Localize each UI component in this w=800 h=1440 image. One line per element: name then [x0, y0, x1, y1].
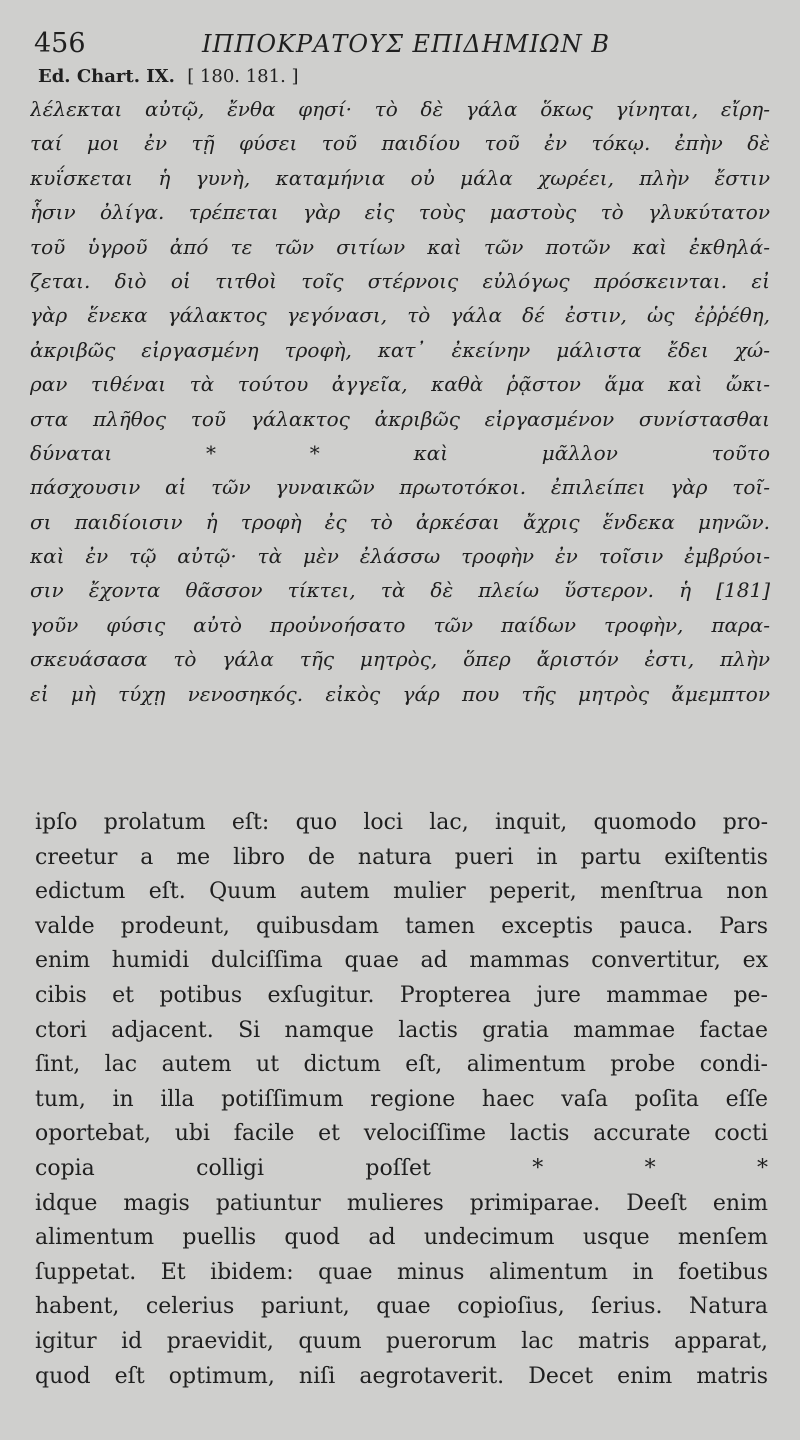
running-title: ΙΠΠΟΚΡΑΤΟΥΣ ΕΠΙΔΗΜΙΩΝ Β	[202, 30, 610, 58]
greek-line: τοῦ ὑγροῦ ἀπό τε τῶν σιτίων καὶ τῶν ποτῶν καὶ ἐκθηλά-	[30, 234, 770, 259]
greek-line: ταί μοι ἐν τῇ φύσει τοῦ παιδίου τοῦ ἐν τόκῳ. ἐπὴν δὲ	[30, 131, 770, 156]
greek-line: στα πλῆθος τοῦ γάλακτος ἀκριβῶς εἰργασμένον συνίστασθαι	[30, 406, 770, 431]
latin-line: quod eſt optimum, niſi aegrotaverit. Decet enim matris	[35, 1363, 768, 1389]
edition-page-range: [ 180. 181. ]	[187, 66, 299, 87]
latin-line: creetur a me libro de natura pueri in partu exiſtentis	[35, 844, 768, 870]
greek-line: δύναται * * καὶ μᾶλλον τοῦτο	[30, 440, 770, 465]
greek-line: γὰρ ἕνεκα γάλακτος γεγόνασι, τὸ γάλα δέ ἐστιν, ὡς ἐῤῥέθη,	[30, 303, 770, 328]
greek-line: σιν ἔχοντα θᾶσσον τίκτει, τὰ δὲ πλείω ὕστερον. ἡ [181]	[30, 578, 770, 603]
greek-line: ἧσιν ὀλίγα. τρέπεται γὰρ εἰς τοὺς μαστοὺς τὸ γλυκύτατον	[30, 200, 770, 225]
greek-line: ζεται. διὸ οἱ τιτθοὶ τοῖς στέρνοις εὐλόγως πρόσκεινται. εἰ	[30, 268, 770, 293]
greek-line: λέλεκται αὐτῷ, ἔνθα φησί· τὸ δὲ γάλα ὅκως γίνηται, εἴρη-	[30, 97, 770, 121]
latin-line: valde prodeunt, quibusdam tamen exceptis pauca. Pars	[35, 913, 768, 939]
greek-line: σι παιδίοισιν ἡ τροφὴ ἐς τὸ ἀρκέσαι ἄχρις ἕνδεκα μηνῶν.	[30, 509, 770, 534]
greek-line: κυΐσκεται ἡ γυνὴ, καταμήνια οὐ μάλα χωρέει, πλὴν ἔστιν	[30, 165, 770, 190]
latin-line: ſuppetat. Et ibidem: quae minus alimentum in foetibus	[35, 1259, 768, 1285]
page-header	[34, 28, 774, 68]
latin-line: ipſo prolatum eſt: quo loci lac, inquit, quomodo pro-	[35, 810, 768, 835]
greek-line: γοῦν φύσις αὐτὸ προὐνοήσατο τῶν παίδων τροφὴν, παρα-	[30, 612, 770, 637]
latin-line: enim humidi dulciſſima quae ad mammas convertitur, ex	[35, 948, 768, 974]
page-number: 456	[34, 28, 86, 59]
greek-line: ἀκριβῶς εἰργασμένη τροφὴ, κατ᾽ ἐκείνην μάλιστα ἔδει χώ-	[30, 337, 770, 362]
latin-line: alimentum puellis quod ad undecimum usque menſem	[35, 1225, 768, 1251]
greek-line: εἰ μὴ τύχῃ νενοσηκός. εἰκὸς γάρ που τῆς μητρὸς ἄμεμπτον	[30, 681, 770, 706]
latin-line: ſint, lac autem ut dictum eſt, alimentum probe condi-	[35, 1052, 768, 1078]
latin-line: habent, celerius pariunt, quae copioſius, ſerius. Natura	[35, 1294, 768, 1320]
latin-line: edictum eſt. Quum autem mulier peperit, menſtrua non	[35, 879, 768, 905]
latin-line: oportebat, ubi facile et velociſſime lactis accurate cocti	[35, 1121, 768, 1147]
greek-text-block	[30, 92, 770, 711]
edition-reference	[38, 66, 299, 87]
latin-text-block	[35, 806, 768, 1394]
latin-line: copia colligi poſſet * * *	[35, 1155, 768, 1181]
latin-line: ctori adjacent. Si namque lactis gratia mammae factae	[35, 1017, 768, 1043]
greek-line: πάσχουσιν αἱ τῶν γυναικῶν πρωτοτόκοι. ἐπιλείπει γὰρ τοῖ-	[30, 475, 770, 500]
latin-line: tum, in illa potiſſimum regione haec vaſa poſita eſſe	[35, 1086, 768, 1112]
greek-line: σκευάσασα τὸ γάλα τῆς μητρὸς, ὅπερ ἄριστόν ἐστι, πλὴν	[30, 647, 770, 672]
latin-line: igitur id praevidit, quum puerorum lac matris apparat,	[35, 1328, 768, 1354]
greek-line: καὶ ἐν τῷ αὐτῷ· τὰ μὲν ἐλάσσω τροφὴν ἐν τοῖσιν ἐμβρύοι-	[30, 544, 770, 569]
greek-line: ραν τιθέναι τὰ τούτου ἀγγεῖα, καθὰ ῥᾷστον ἅμα καὶ ὤκι-	[30, 372, 770, 397]
latin-line: idque magis patiuntur mulieres primiparae. Deeſt enim	[35, 1190, 768, 1216]
latin-line: cibis et potibus exſugitur. Propterea jure mammae pe-	[35, 982, 768, 1008]
edition-label: Ed. Chart. IX.	[38, 66, 175, 87]
